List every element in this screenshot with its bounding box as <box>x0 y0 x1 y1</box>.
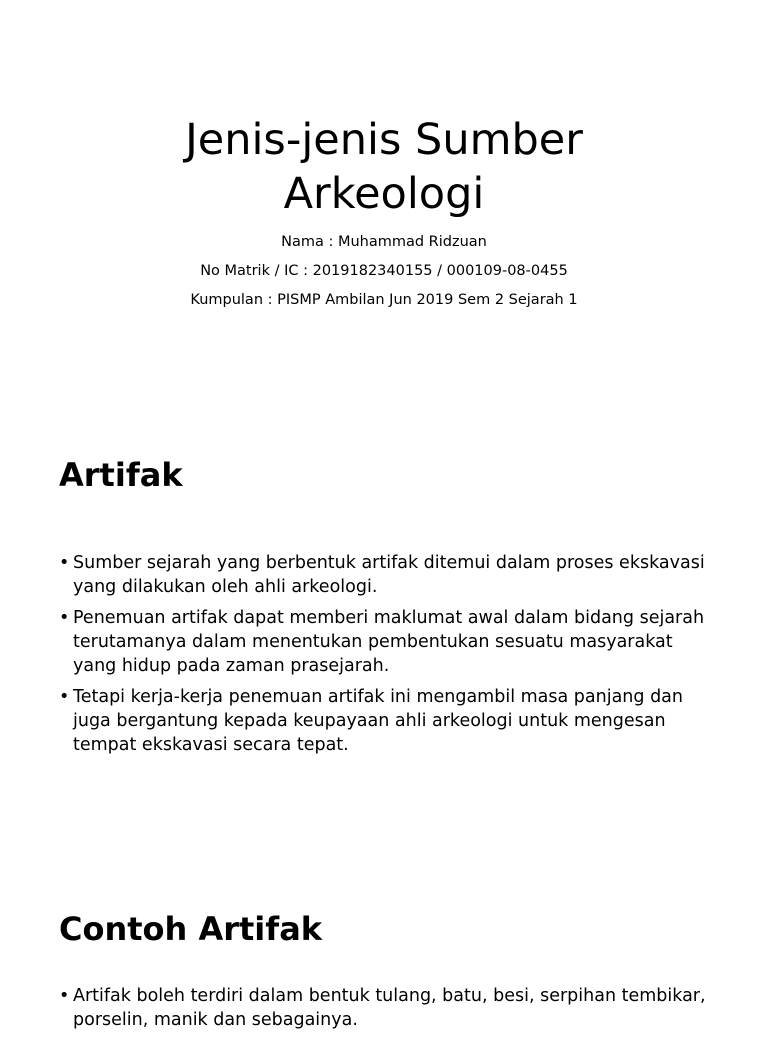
student-name: Nama : Muhammad Ridzuan <box>281 234 487 250</box>
presentation-title <box>0 113 768 221</box>
bullet-text: Sumber sejarah yang berbentuk artifak ditemui dalam proses ekskavasi yang dilakukan oleh ahli arkeologi. <box>73 553 705 597</box>
bullet-icon: • <box>59 986 70 1006</box>
student-group: Kumpulan : PISMP Ambilan Jun 2019 Sem 2 Sejarah 1 <box>190 292 578 308</box>
list-item <box>59 984 719 1032</box>
bullet-text: Artifak boleh terdiri dalam bentuk tulang, batu, besi, serpihan tembikar, porselin, manik dan sebagainya. <box>73 986 706 1030</box>
contoh-bullet-list <box>59 984 719 1039</box>
list-item <box>59 685 719 757</box>
bullet-icon: • <box>59 608 70 628</box>
contoh-artifak-heading: Contoh Artifak <box>59 910 323 948</box>
bullet-icon: • <box>59 687 70 707</box>
artifak-heading: Artifak <box>59 456 183 494</box>
list-item <box>59 551 719 599</box>
artifak-bullet-list <box>59 551 719 764</box>
bullet-icon: • <box>59 553 70 573</box>
list-item <box>59 606 719 678</box>
subtitle-block <box>0 228 768 315</box>
bullet-text: Tetapi kerja-kerja penemuan artifak ini mengambil masa panjang dan juga bergantung kepada keupayaan ahli arkeologi untuk mengesan tempat ekskavasi secara tepat. <box>73 687 683 755</box>
title-slide <box>0 0 768 330</box>
bullet-text: Penemuan artifak dapat memberi maklumat awal dalam bidang sejarah terutamanya dalam menentukan pembentukan sesuatu masyarakat yang hidup pada zaman prasejarah. <box>73 608 705 676</box>
student-id: No Matrik / IC : 2019182340155 / 000109-08-0455 <box>200 263 568 279</box>
title-line-1: Jenis-jenis Sumber <box>185 115 583 165</box>
title-line-2: Arkeologi <box>283 169 485 219</box>
